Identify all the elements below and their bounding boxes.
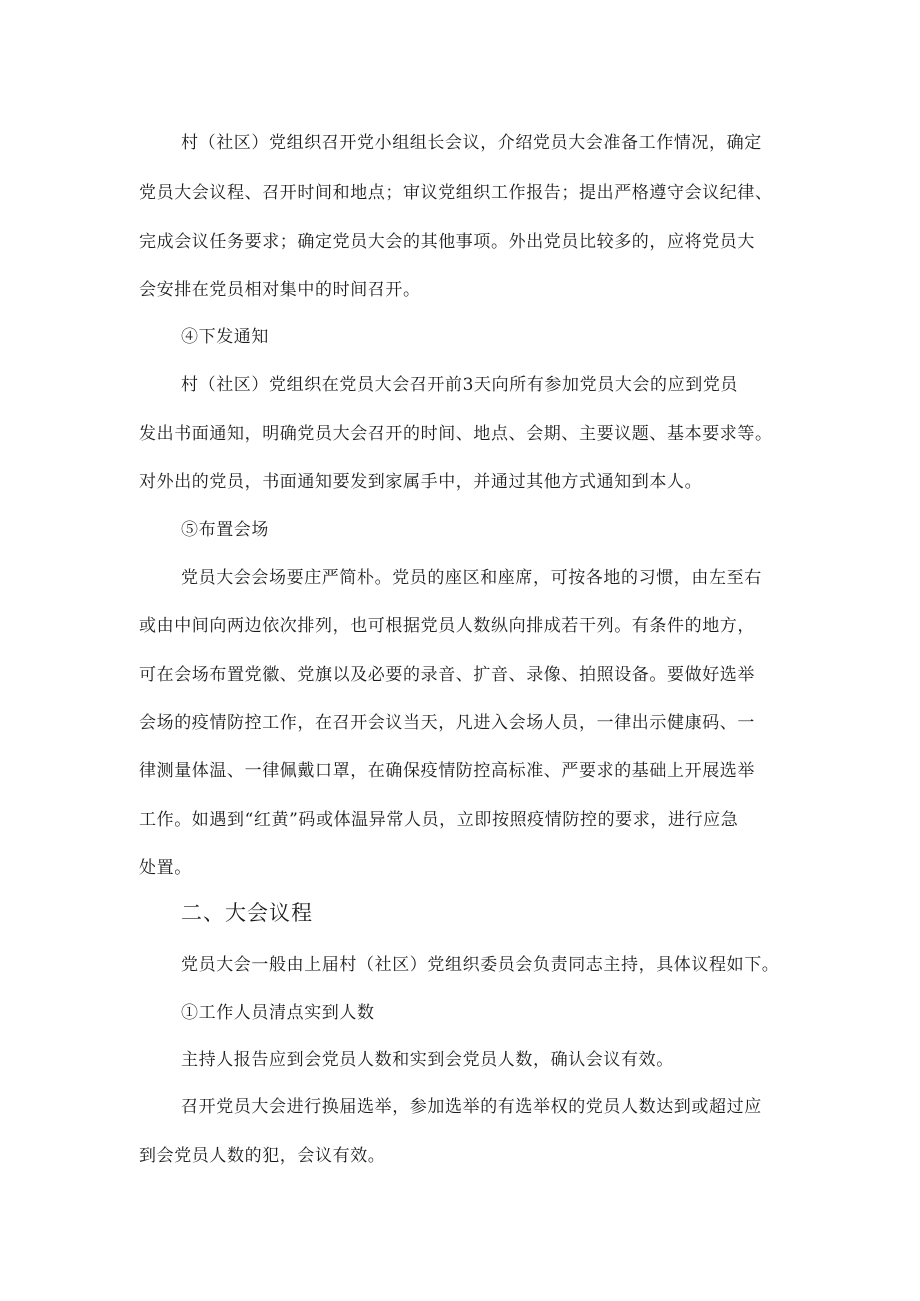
paragraph-line: 会安排在党员相对集中的时间召开。 <box>139 280 421 300</box>
paragraph-line: 召开党员大会进行换届选举，参加选举的有选举权的党员人数达到或超过应 <box>181 1097 762 1117</box>
paragraph-line: 党员大会会场要庄严简朴。党员的座区和座席，可按各地的习惯，由左至右 <box>181 568 762 588</box>
paragraph-line: 村（社区）党组织召开党小组组长会议，介绍党员大会准备工作情况，确定 <box>181 133 762 153</box>
paragraph-line: 发出书面通知，明确党员大会召开的时间、地点、会期、主要议题、基本要求等。 <box>139 424 773 444</box>
item-1-title: ①工作人员清点实到人数 <box>181 1003 375 1023</box>
section-2-heading: 二、大会议程 <box>181 901 313 925</box>
paragraph-line: 或由中间向两边依次排列，也可根据党员人数纵向排成若干列。有条件的地方， <box>139 616 755 636</box>
paragraph-line: 主持人报告应到会党员人数和实到会党员人数，确认会议有效。 <box>181 1050 674 1070</box>
paragraph-line: 村（社区）党组织在党员大会召开前3天向所有参加党员大会的应到党员 <box>181 375 739 395</box>
paragraph-line: 工作。如遇到“红黄”码或体温异常人员，立即按照疫情防控的要求，进行应急 <box>139 810 739 830</box>
paragraph-line: 完成会议任务要求；确定党员大会的其他事项。外出党员比较多的，应将党员大 <box>139 232 755 252</box>
paragraph-line: 可在会场布置党徽、党旗以及必要的录音、扩音、录像、拍照设备。要做好选举 <box>139 665 755 685</box>
paragraph-line: 对外出的党员，书面通知要发到家属手中，并通过其他方式通知到本人。 <box>139 472 703 492</box>
paragraph-line: 处置。 <box>139 858 192 878</box>
paragraph-line: 党员大会一般由上届村（社区）党组织委员会负责同志主持，具体议程如下。 <box>181 955 780 975</box>
paragraph-line: 到会党员人数的犯，会议有效。 <box>139 1146 386 1166</box>
paragraph-line: 律测量体温、一律佩戴口罩，在确保疫情防控高标准、严要求的基础上开展选举 <box>139 761 755 781</box>
item-5-title: ⑤布置会场 <box>181 520 269 540</box>
paragraph-line: 会场的疫情防控工作，在召开会议当天，凡进入会场人员，一律出示健康码、一 <box>139 713 755 733</box>
item-4-title: ④下发通知 <box>181 327 269 347</box>
paragraph-line: 党员大会议程、召开时间和地点；审议党组织工作报告；提出严格遵守会议纪律、 <box>139 183 773 203</box>
